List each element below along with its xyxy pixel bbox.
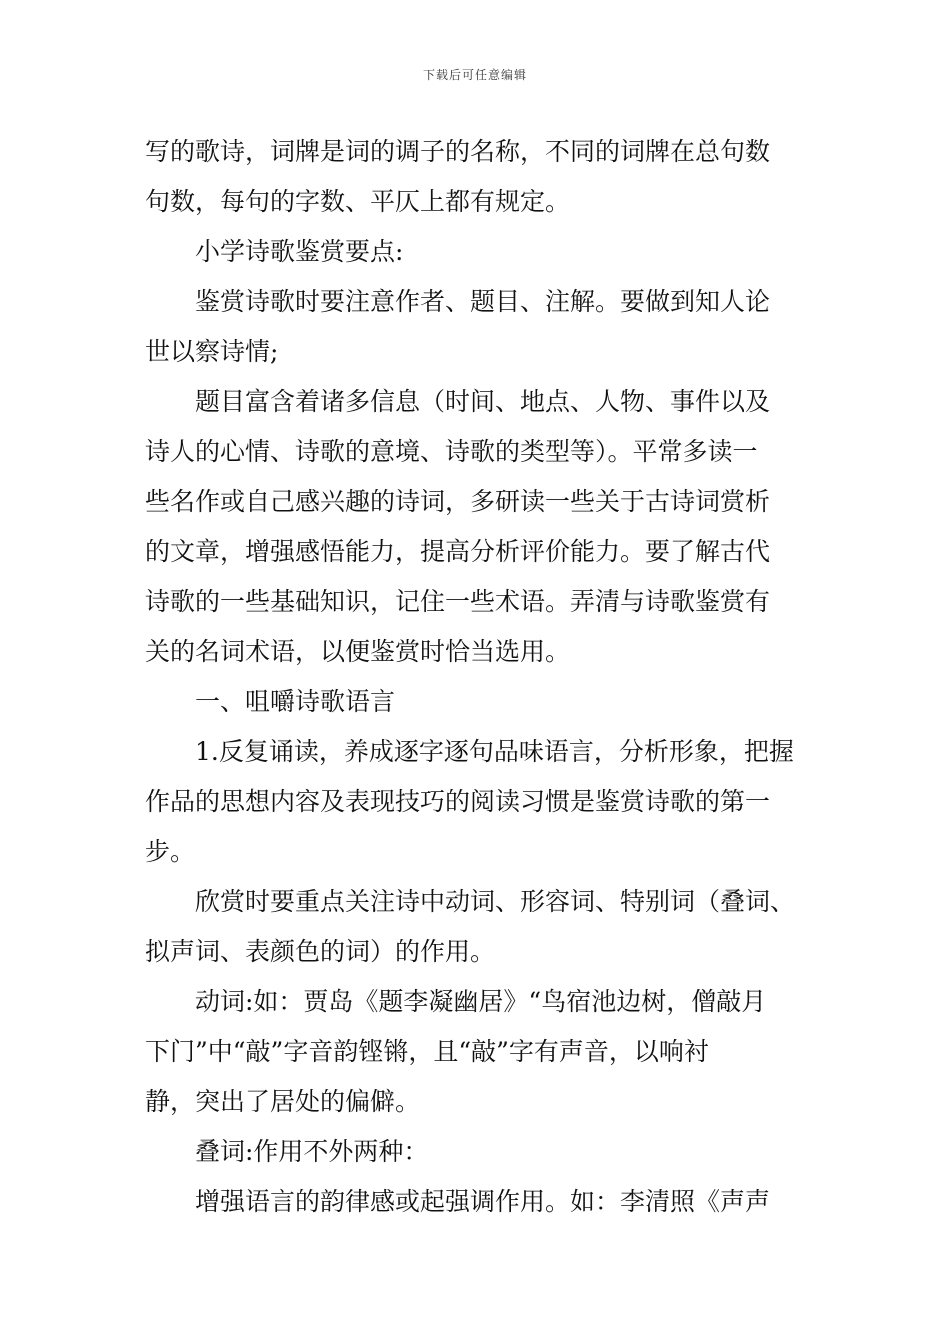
paragraph-start: 增强语言的韵律感或起强调作用。如：李清照《声声 — [195, 1187, 771, 1216]
text-line: 拟声词、表颜色的词）的作用。 — [145, 937, 496, 966]
text-line: 的文章，增强感悟能力，提高分析评价能力。要了解古代 — [145, 537, 771, 566]
text-line: 诗歌的一些基础知识，记住一些术语。弄清与诗歌鉴赏有 — [145, 587, 771, 616]
page-header-note: 下载后可任意编辑 — [422, 68, 527, 82]
paragraph-start: 动词:如：贾岛《题李凝幽居》“鸟宿池边树，僧敲月 — [195, 987, 767, 1016]
text-line: 关的名词术语，以便鉴赏时恰当选用。 — [145, 637, 571, 666]
section-heading: 小学诗歌鉴赏要点: — [195, 237, 404, 266]
text-line: 些名作或自己感兴趣的诗词，多研读一些关于古诗词赏析 — [145, 487, 771, 516]
text-line: 写的歌诗，词牌是词的调子的名称，不同的词牌在总句数 — [145, 137, 771, 166]
text-line: 句数，每句的字数、平仄上都有规定。 — [145, 187, 571, 216]
text-line: 静，突出了居处的偏僻。 — [145, 1087, 421, 1116]
text-line: 步。 — [145, 837, 196, 866]
paragraph-start: 鉴赏诗歌时要注意作者、题目、注解。要做到知人论 — [195, 287, 771, 316]
paragraph-start: 叠词:作用不外两种： — [195, 1137, 429, 1166]
paragraph-start: 题目富含着诸多信息（时间、地点、人物、事件以及 — [195, 387, 771, 416]
paragraph-start: 欣赏时要重点关注诗中动词、形容词、特别词（叠词、 — [195, 887, 796, 916]
document-body — [145, 127, 810, 1227]
text-line: 作品的思想内容及表现技巧的阅读习惯是鉴赏诗歌的第一 — [145, 787, 771, 816]
paragraph-start: 1.反复诵读，养成逐字逐句品味语言，分析形象，把握 — [195, 737, 794, 766]
text-line: 诗人的心情、诗歌的意境、诗歌的类型等）。平常多读一 — [145, 437, 758, 466]
text-line: 下门”中“敲”字音韵铿锵，且“敲”字有声音，以响衬 — [145, 1037, 709, 1066]
section-heading: 一、咀嚼诗歌语言 — [195, 687, 396, 716]
text-line: 世以察诗情; — [145, 337, 279, 366]
